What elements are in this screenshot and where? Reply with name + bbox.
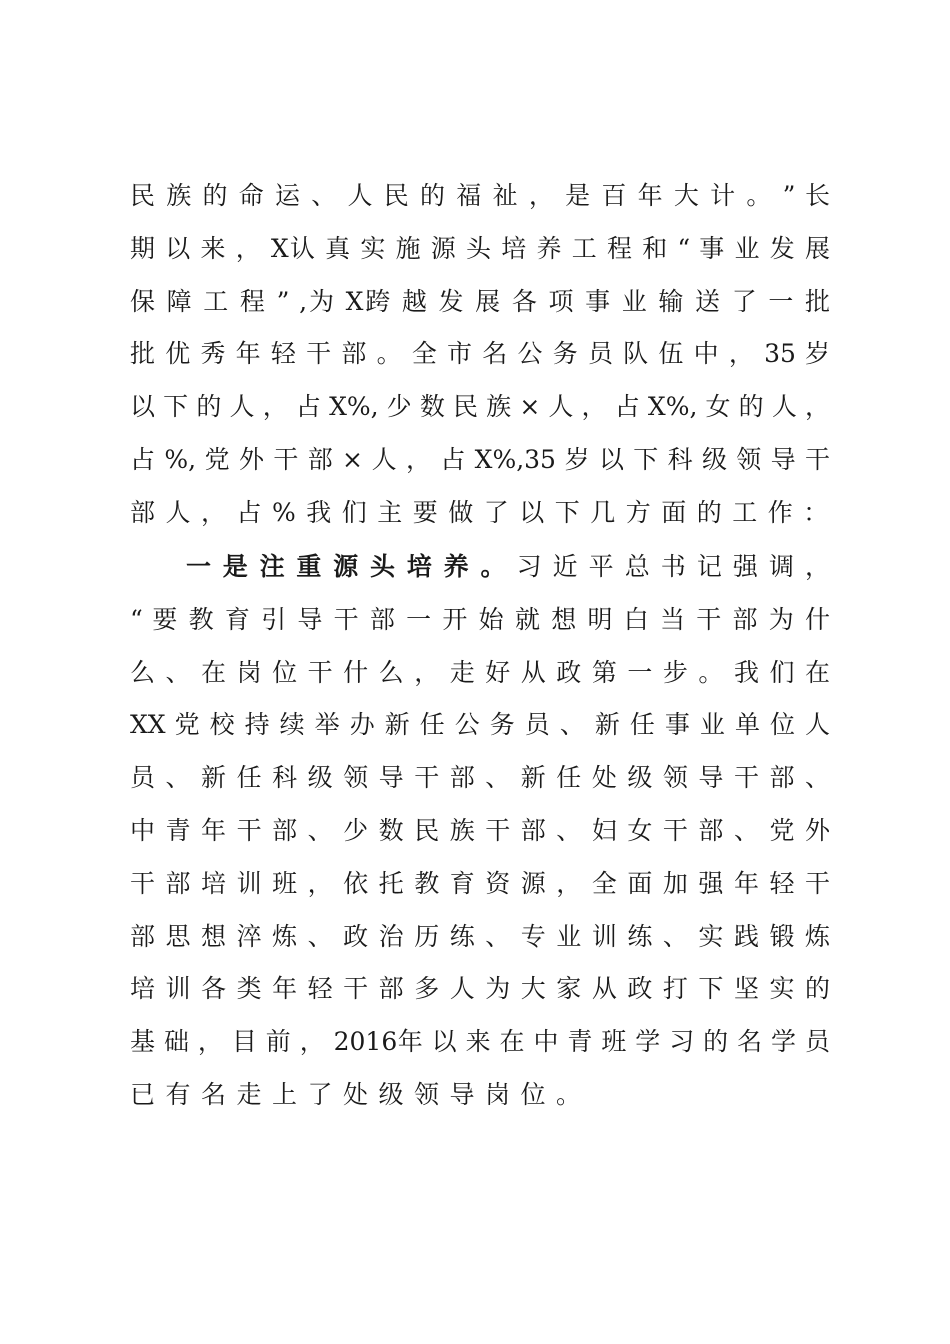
- heading-continuation: 习 近 平 总 书 记 强 调 ，: [516, 552, 830, 581]
- text-line: 保 障 工 程 ” ,为 X跨 越 发 展 各 项 事 业 输 送 了 一 批: [130, 286, 830, 316]
- text-line: 期 以 来 ， X认 真 实 施 源 头 培 养 工 程 和 “ 事 业 发 展: [130, 233, 830, 263]
- paragraph-intro: [130, 170, 839, 540]
- text-line: 干 部 培 训 班 ， 依 托 教 育 资 源 ， 全 面 加 强 年 轻 干: [130, 868, 830, 898]
- text-line: XX 党 校 持 续 举 办 新 任 公 务 员 、 新 任 事 业 单 位 人: [130, 710, 830, 740]
- text-line: 占 %, 党 外 干 部 × 人 ， 占 X%,35 岁 以 下 科 级 领 导 干: [130, 444, 830, 474]
- text-line: 部人，占%我们主要做了以下几方面的工作：: [130, 497, 839, 527]
- text-line: 培 训 各 类 年 轻 干 部 多 人 为 大 家 从 政 打 下 坚 实 的: [130, 974, 830, 1004]
- text-line: “ 要 教 育 引 导 干 部 一 开 始 就 想 明 白 当 干 部 为 什: [130, 604, 830, 634]
- text-line: 以 下 的 人 ， 占 X%, 少 数 民 族 × 人 ， 占 X%, 女 的 人 ，: [130, 392, 830, 422]
- text-line: 员 、 新 任 科 级 领 导 干 部 、 新 任 处 级 领 导 干 部 、: [130, 763, 830, 793]
- paragraph-source-training: [130, 541, 830, 1122]
- text-line: 部 思 想 淬 炼 、 政 治 历 练 、 专 业 训 练 、 实 践 锻 炼: [130, 921, 830, 951]
- text-line: 么 、 在 岗 位 干 什 么 ， 走 好 从 政 第 一 步 。 我 们 在: [130, 657, 830, 687]
- text-line: 民 族 的 命 运 、 人 民 的 福 祉 ， 是 百 年 大 计 。 ” 长: [130, 181, 830, 210]
- text-line: 中 青 年 干 部 、 少 数 民 族 干 部 、 妇 女 干 部 、 党 外: [130, 815, 830, 845]
- text-line: 批 优 秀 年 轻 干 部 。 全 市 名 公 务 员 队 伍 中 ， 35 岁: [130, 339, 830, 369]
- text-line: 已有名走上了处级领导岗位。: [130, 1079, 592, 1109]
- text-line: 基 础 ， 目 前 ， 2016年 以 来 在 中 青 班 学 习 的 名 学 员: [130, 1027, 830, 1057]
- section-heading: 一 是 注 重 源 头 培 养 。: [186, 552, 508, 581]
- text-line-first: [130, 541, 830, 594]
